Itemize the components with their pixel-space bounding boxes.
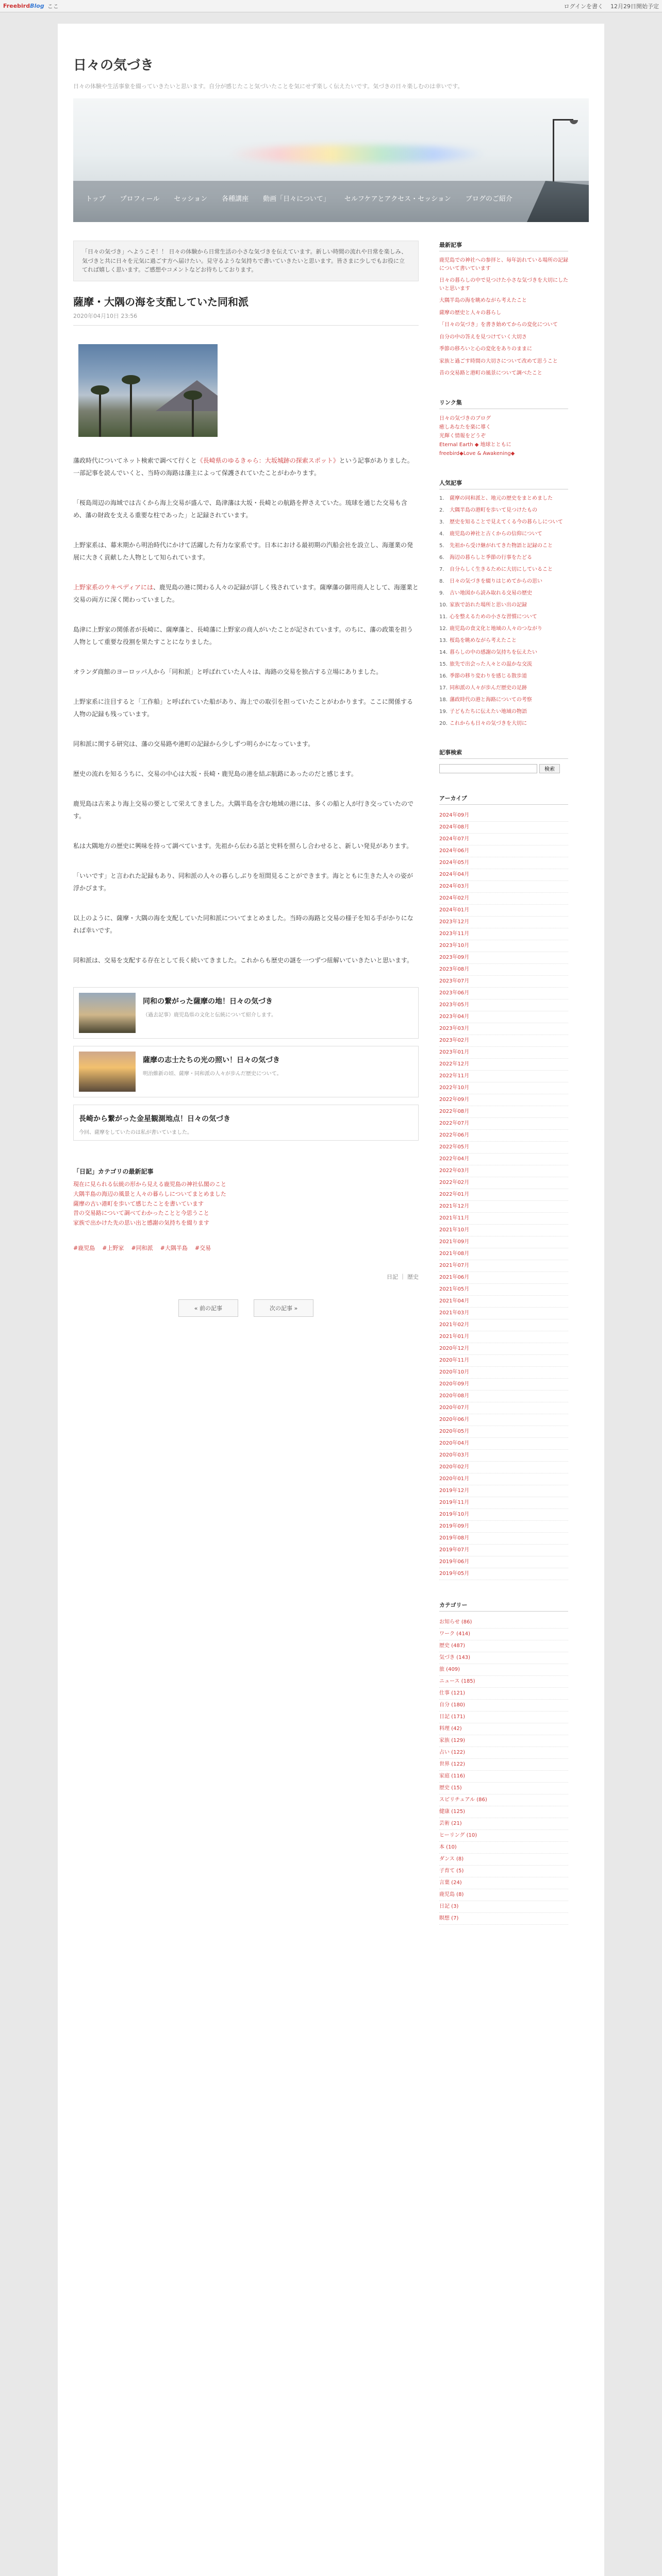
ranking-item[interactable]	[439, 613, 568, 621]
category-link[interactable]: 歴史 (15)	[439, 1783, 568, 1794]
archive-link[interactable]: 2022年06月	[439, 1130, 568, 1142]
ranking-number: 12.	[439, 625, 448, 632]
sidebar-title: 人気記事	[439, 479, 568, 489]
toolbar-notice: 12月29日開始予定	[610, 3, 659, 10]
tag-link[interactable]: #交易	[194, 1244, 211, 1251]
sidebar-archive	[439, 794, 568, 1580]
archive-link[interactable]: 2024年07月	[439, 834, 568, 845]
related-card[interactable]	[73, 987, 419, 1039]
category-link[interactable]: 旅 (409)	[439, 1664, 568, 1676]
ranking-item[interactable]	[439, 542, 568, 550]
nav-selfcare[interactable]: セルフケアとアクセス・セッション	[344, 195, 451, 203]
archive-link[interactable]: 2022年02月	[439, 1177, 568, 1189]
ranking-title[interactable]: 藩政時代の港と海路についての考察	[450, 697, 532, 703]
ranking-number: 14.	[439, 649, 448, 655]
category-link[interactable]: ワーク (414)	[439, 1629, 568, 1640]
ranking-item[interactable]	[439, 578, 568, 585]
main-column	[73, 241, 419, 1945]
entry-tags	[73, 1244, 419, 1252]
sidebar-ranking	[439, 479, 568, 727]
archive-link[interactable]: 2022年01月	[439, 1189, 568, 1201]
photo-palm	[99, 391, 101, 437]
category-link[interactable]: 子育て (5)	[439, 1866, 568, 1877]
ranking-number: 10.	[439, 602, 448, 608]
archive-link[interactable]: 2022年09月	[439, 1094, 568, 1106]
ranking-number: 7.	[439, 566, 444, 572]
ranking-number: 1.	[439, 495, 444, 501]
external-link[interactable]: 光輝く情報をどうぞ	[439, 433, 486, 439]
welcome-notice: 「日々の気づき」へようこそ！！ 日々の体験から日常生活の小さな気づきを伝えています。新しい時間の流れや日常を楽しみ、気づきと共に日々を元気に過ごす方へ届けたい。見守るような気持ちで書いていきたいと思います。皆さまに少しでもお役に立てれば嬉しく思います。ご感想やコメントなどお待ちしております。	[73, 241, 419, 281]
ranking-title[interactable]: 桜島を眺めながら考えたこと	[450, 637, 517, 643]
category-link[interactable]: 料理 (42)	[439, 1723, 568, 1735]
prev-post-button[interactable]: « 前の記事	[178, 1299, 238, 1317]
ranking-title[interactable]: 心を整えるための小さな習慣について	[450, 614, 537, 620]
recent-post-link[interactable]: 昔の交易路と港町の風景について調べたこと	[439, 370, 542, 376]
archive-link[interactable]: 2020年09月	[439, 1379, 568, 1391]
photo-palm	[192, 396, 194, 437]
archive-link[interactable]: 2024年02月	[439, 893, 568, 905]
banner-rainbow	[228, 145, 486, 163]
archive-link[interactable]: 2021年09月	[439, 1236, 568, 1248]
ranking-title[interactable]: これからも日々の気づきを大切に	[450, 720, 527, 726]
recent-post-link[interactable]: 薩摩の歴史と人々の暮らし	[439, 310, 501, 316]
entry-paragraph: 上野家系は、幕末期から明治時代にかけて活躍した有力な家系です。日本における最初期の汽船会社を設立し、海運業の発展に大きく貢献した人物として知られています。	[73, 541, 413, 561]
ranking-number: 17.	[439, 685, 448, 691]
site-title[interactable]: 日々の気づき	[73, 58, 154, 73]
sidebar-title: 記事検索	[439, 748, 568, 759]
archive-link[interactable]: 2021年01月	[439, 1331, 568, 1343]
nav-profile[interactable]: プロフィール	[120, 195, 160, 203]
archive-link[interactable]: 2019年05月	[439, 1568, 568, 1580]
category-link[interactable]: スピリチュアル (86)	[439, 1794, 568, 1806]
archive-link[interactable]: 2021年10月	[439, 1225, 568, 1236]
tag-link[interactable]: #鹿児島	[73, 1244, 95, 1251]
archive-list	[439, 810, 568, 1580]
category-link[interactable]: ニュース (185)	[439, 1676, 568, 1688]
archive-link[interactable]: 2022年08月	[439, 1106, 568, 1118]
ranking-number: 5.	[439, 543, 444, 549]
archive-link[interactable]: 2019年11月	[439, 1497, 568, 1509]
ranking-title[interactable]: 暮らしの中の感謝の気持ちを伝えたい	[450, 649, 537, 655]
ranking-item[interactable]	[439, 625, 568, 633]
global-nav	[73, 181, 589, 222]
blog-service-logo[interactable]: FreebirdBlog	[3, 3, 44, 9]
photo-palm	[130, 380, 132, 437]
category-link[interactable]: 世界 (122)	[439, 1759, 568, 1771]
ranking-item[interactable]	[439, 708, 568, 716]
tag-link[interactable]: #上野家	[102, 1244, 124, 1251]
ranking-item[interactable]	[439, 566, 568, 573]
nav-top[interactable]: トップ	[86, 195, 106, 203]
ranking-number: 9.	[439, 590, 444, 596]
ranking-title[interactable]: 海辺の暮らしと季節の行事をたどる	[450, 554, 532, 561]
search-input[interactable]	[439, 764, 537, 773]
ranking-item[interactable]	[439, 672, 568, 680]
archive-link[interactable]: 2020年07月	[439, 1402, 568, 1414]
category-link[interactable]: 健康 (125)	[439, 1806, 568, 1818]
related-card[interactable]	[73, 1046, 419, 1097]
ranking-number: 15.	[439, 661, 448, 667]
archive-link[interactable]: 2024年03月	[439, 881, 568, 893]
category-link[interactable]: 瞑想 (7)	[439, 1913, 568, 1925]
category-box-title: 「日記」カテゴリの最新記事	[73, 1167, 154, 1175]
ranking-item[interactable]	[439, 696, 568, 704]
sidebar-title: カテゴリー	[439, 1601, 568, 1612]
category-link[interactable]: 仕事 (121)	[439, 1688, 568, 1700]
entry-link[interactable]: 上野家系のウキペディアには	[73, 583, 154, 591]
archive-link[interactable]: 2023年01月	[439, 1047, 568, 1059]
external-link[interactable]: freebird◆Love & Awakening◆	[439, 450, 515, 456]
archive-link[interactable]: 2024年04月	[439, 869, 568, 881]
category-latest-link[interactable]: 現在に見られる伝統の形から見える鹿児島の神社仏閣のこと	[73, 1181, 226, 1188]
related-title: 薩摩の志士たちの光の照い！日々の気づき	[143, 1056, 280, 1064]
ranking-number: 18.	[439, 697, 448, 703]
ranking-number: 6.	[439, 554, 444, 561]
sidebar-categories	[439, 1601, 568, 1925]
archive-link[interactable]: 2024年09月	[439, 810, 568, 822]
ranking-number: 20.	[439, 720, 448, 726]
entry-paragraph: 「桜島周辺の海域では古くから海上交易が盛んで、島津藩は大坂・長崎との航路を押さえていた。琉球を通じた交易も含め、藩の財政を支える重要な柱であった」と記録されています。	[73, 499, 407, 519]
archive-link[interactable]: 2022年12月	[439, 1059, 568, 1071]
archive-link[interactable]: 2021年04月	[439, 1296, 568, 1308]
archive-link[interactable]: 2023年10月	[439, 940, 568, 952]
archive-link[interactable]: 2023年09月	[439, 952, 568, 964]
archive-link[interactable]: 2023年03月	[439, 1023, 568, 1035]
external-link[interactable]: 日々の気づきのブログ	[439, 415, 491, 421]
site-description: 日々の体験や生活事象を綴っていきたいと思います。自分が感じたこと気づいたことを気にせず楽しく伝えたいです。気づきの日々楽しむのは幸いです。	[73, 83, 464, 90]
ranking-number: 13.	[439, 637, 448, 643]
related-thumbnail	[79, 1052, 136, 1092]
external-link[interactable]: 癒しあなたを楽に導く	[439, 424, 491, 430]
entry-paragraph: 同和派に関する研究は、藩の交易路や港町の記録から少しずつ明らかになっています。	[73, 740, 315, 748]
archive-link[interactable]: 2023年08月	[439, 964, 568, 976]
related-excerpt: 今回、薩摩をしていたのは私が書いていました。	[79, 1129, 192, 1136]
ranking-item[interactable]	[439, 684, 568, 692]
archive-link[interactable]: 2020年03月	[439, 1450, 568, 1462]
next-post-button[interactable]: 次の記事 »	[254, 1299, 313, 1317]
recent-post-link[interactable]: 鹿児島での神社への参拝と、毎年訪れている場所の記録について書いています	[439, 258, 568, 272]
archive-link[interactable]: 2019年12月	[439, 1485, 568, 1497]
ranking-title[interactable]: 家族で訪れた場所と思い出の記録	[450, 602, 527, 608]
entry-date: 2020年04月10日 23:56	[73, 312, 419, 326]
archive-link[interactable]: 2019年07月	[439, 1545, 568, 1556]
entry-paragraph: 藩政時代についてネット検索で調べて行くと《長崎県のゆるきゃら：大坂城跡の探索スポット》という記事がありました。一部記事を読んでいくと、当時の海路は藩主によって保護されていたことがわかります。	[73, 456, 413, 477]
category-link[interactable]: ダンス (8)	[439, 1854, 568, 1866]
sidebar-title: 最新記事	[439, 241, 568, 251]
entry-paragraph: 以上のように、薩摩・大隅の海を支配していた同和派についてまとめました。当時の海路と交易の様子を知る手がかりになれば幸いです。	[73, 914, 413, 934]
ranking-item[interactable]	[439, 649, 568, 656]
archive-link[interactable]: 2020年01月	[439, 1473, 568, 1485]
entry-photo	[78, 344, 218, 437]
sidebar-title: アーカイブ	[439, 794, 568, 805]
archive-link[interactable]: 2023年11月	[439, 928, 568, 940]
archive-link[interactable]: 2021年03月	[439, 1308, 568, 1319]
recent-post-link[interactable]: 大隅半島の海を眺めながら考えたこと	[439, 298, 527, 303]
ranking-title[interactable]: 子どもたちに伝えたい地域の物語	[450, 708, 527, 715]
related-title: 同和の繋がった薩摩の地！日々の気づき	[143, 997, 273, 1006]
archive-link[interactable]: 2019年09月	[439, 1521, 568, 1533]
archive-link[interactable]: 2021年07月	[439, 1260, 568, 1272]
ranking-title[interactable]: 同和派の人々が歩んだ歴史の足跡	[450, 685, 527, 691]
ranking-title[interactable]: 歴史を知ることで見えてくる今の暮らしについて	[450, 519, 563, 525]
archive-link[interactable]: 2020年10月	[439, 1367, 568, 1379]
entry-paragraph: 上野家系のウキペディアには、鹿児島の港に関わる人々の記録が詳しく残されています。薩摩藩の御用商人として、海運業と交易の両方に深く関わっていました。	[73, 583, 419, 603]
archive-link[interactable]: 2023年04月	[439, 1011, 568, 1023]
entry-paragraph: オランダ商館のヨーロッパ人から「同和派」と呼ばれていた人々は、海路の交易を独占する立場にありました。	[73, 668, 383, 675]
related-excerpt: （過去記事）鹿児島県の文化と伝統について紹介します。	[143, 1012, 276, 1018]
category-list	[439, 1617, 568, 1925]
archive-link[interactable]: 2021年12月	[439, 1201, 568, 1213]
archive-link[interactable]: 2020年04月	[439, 1438, 568, 1450]
entry-link[interactable]: 《長崎県のゆるきゃら：大坂城跡の探索スポット》	[196, 456, 339, 464]
archive-link[interactable]: 2020年08月	[439, 1391, 568, 1402]
nav-video[interactable]: 動画「日々について」	[263, 195, 330, 203]
sidebar	[439, 241, 568, 1945]
tag-link[interactable]: #同和派	[131, 1244, 153, 1251]
related-excerpt: 明治維新の頃、薩摩・同和派の人々が歩んだ歴史について。	[143, 1071, 282, 1077]
entry-paragraph: 島津に上野家の関係者が長崎に、薩摩藩と、長崎藩に上野家の商人がいたことが記されています。のちに、藩の政策を担う人物として重要な役割を果たすことになりました。	[73, 625, 413, 646]
ranking-item[interactable]	[439, 518, 568, 526]
ranking-item[interactable]	[439, 554, 568, 562]
nav-courses[interactable]: 各種講座	[222, 195, 249, 203]
category-link[interactable]: ヒーリング (10)	[439, 1830, 568, 1842]
category-link[interactable]: 言葉 (24)	[439, 1877, 568, 1889]
archive-link[interactable]: 2024年01月	[439, 905, 568, 917]
ranking-number: 2.	[439, 507, 444, 513]
sidebar-recent	[439, 241, 568, 378]
archive-link[interactable]: 2023年05月	[439, 999, 568, 1011]
archive-link[interactable]: 2023年02月	[439, 1035, 568, 1047]
ranking-item[interactable]	[439, 660, 568, 668]
recent-list	[439, 257, 568, 378]
nav-session[interactable]: セッション	[174, 195, 208, 203]
ranking-title[interactable]: 日々の気づきを綴りはじめてからの思い	[450, 578, 542, 584]
archive-link[interactable]: 2020年12月	[439, 1343, 568, 1355]
ranking-list	[439, 495, 568, 727]
ranking-item[interactable]	[439, 601, 568, 609]
category-link[interactable]: 本 (10)	[439, 1842, 568, 1854]
ranking-title[interactable]: 季節の移り変わりを感じる散歩道	[450, 673, 527, 679]
entry-paragraph: 鹿児島は古来より海上交易の要として栄えてきました。大隅半島を含む地域の港には、多くの船と人が行き交っていたのです。	[73, 800, 414, 820]
archive-link[interactable]: 2024年06月	[439, 845, 568, 857]
sidebar-search	[439, 748, 568, 773]
archive-link[interactable]: 2021年08月	[439, 1248, 568, 1260]
header-banner	[73, 98, 589, 222]
blog-toolbar	[0, 0, 662, 12]
search-button[interactable]: 検索	[539, 764, 560, 773]
entry-paragraph: 同和派は、交易を支配する存在として長く続いてきました。これからも歴史の謎を一つずつ紐解いていきたいと思います。	[73, 956, 413, 964]
ranking-title[interactable]: 旅先で出会った人々との温かな交流	[450, 661, 532, 667]
related-posts	[73, 987, 419, 1141]
category-link[interactable]: 家庭 (116)	[439, 1771, 568, 1783]
entry-paragraph: 私は大隅地方の歴史に興味を持って調べています。先祖から伝わる話と史料を照らし合わせると、新しい発見があります。	[73, 842, 413, 850]
category-latest-link[interactable]: 大隅半島の海辺の風景と人々の暮らしについてまとめました	[73, 1190, 226, 1197]
sidebar-links	[439, 398, 568, 458]
login-link[interactable]: ログインを書く	[564, 3, 603, 10]
archive-link[interactable]: 2021年06月	[439, 1272, 568, 1284]
ranking-item[interactable]	[439, 589, 568, 597]
archive-link[interactable]: 2021年11月	[439, 1213, 568, 1225]
entry-paragraph: 「いいです」と言われた記録もあり、同和派の人々の暮らしぶりを垣間見ることができます。海とともに生きた人々の姿が浮かびます。	[73, 872, 413, 892]
pager	[73, 1299, 419, 1317]
ranking-item[interactable]	[439, 720, 568, 727]
entry-body	[73, 454, 419, 967]
archive-link[interactable]: 2022年11月	[439, 1071, 568, 1082]
recent-post-link[interactable]: 自分の中の答えを見つけていく大切さ	[439, 334, 527, 340]
archive-link[interactable]: 2022年05月	[439, 1142, 568, 1154]
archive-link[interactable]: 2020年05月	[439, 1426, 568, 1438]
related-title: 長崎から繋がった金星観測地点！日々の気づき	[79, 1114, 230, 1123]
ranking-title[interactable]: 鹿児島の神社と古くからの信仰について	[450, 531, 542, 537]
ranking-title[interactable]: 自分らしく生きるために大切にしていること	[450, 566, 553, 572]
archive-link[interactable]: 2024年08月	[439, 822, 568, 834]
ranking-item[interactable]	[439, 495, 568, 502]
category-latest-link[interactable]: 家族で出かけた先の思い出と感謝の気持ちを綴ります	[73, 1219, 209, 1226]
tag-link[interactable]: #大隅半島	[160, 1244, 188, 1251]
ranking-title[interactable]: 古い地図から読み取れる交易の歴史	[450, 590, 532, 596]
recent-post-link[interactable]: 「日々の気づき」を書き始めてからの変化について	[439, 322, 558, 328]
archive-link[interactable]: 2020年06月	[439, 1414, 568, 1426]
archive-link[interactable]: 2024年05月	[439, 857, 568, 869]
category-link[interactable]: 占い (122)	[439, 1747, 568, 1759]
recent-post-link[interactable]: 季節の移ろいと心の変化をありのままに	[439, 346, 532, 352]
category-link[interactable]: 気づき (143)	[439, 1652, 568, 1664]
ranking-title[interactable]: 薩摩の同和派と、地元の歴史をまとめました	[450, 495, 553, 501]
category-link[interactable]: 自分 (180)	[439, 1700, 568, 1711]
banner-streetlamp	[553, 119, 558, 191]
archive-link[interactable]: 2023年12月	[439, 917, 568, 928]
page-container	[58, 24, 604, 2576]
ranking-number: 19.	[439, 708, 448, 715]
ranking-number: 16.	[439, 673, 448, 679]
archive-link[interactable]: 2023年07月	[439, 976, 568, 988]
category-link[interactable]: 家族 (129)	[439, 1735, 568, 1747]
recent-post-link[interactable]: 家族と過ごす時間の大切さについて改めて思うこと	[439, 358, 558, 364]
category-link[interactable]: お知らせ (86)	[439, 1617, 568, 1629]
entry-paragraph: 上野家系に注目すると「工作船」と呼ばれていた船があり、海上での取引を担っていたことがわかります。ここに関係する人物の記録も残っています。	[73, 698, 413, 718]
ranking-number: 3.	[439, 519, 444, 525]
recent-post-link[interactable]: 日々の暮らしの中で見つけた小さな気づきを大切にしたいと思います	[439, 278, 568, 292]
archive-link[interactable]: 2022年03月	[439, 1165, 568, 1177]
ranking-number: 4.	[439, 531, 444, 537]
archive-link[interactable]: 2022年10月	[439, 1082, 568, 1094]
category-link[interactable]: 芸術 (21)	[439, 1818, 568, 1830]
ranking-number: 11.	[439, 614, 448, 620]
category-link[interactable]: 鹿児島 (8)	[439, 1889, 568, 1901]
archive-link[interactable]: 2021年05月	[439, 1284, 568, 1296]
archive-link[interactable]: 2020年11月	[439, 1355, 568, 1367]
category-latest-box	[73, 1166, 419, 1228]
ranking-number: 8.	[439, 578, 444, 584]
category-link[interactable]: 歴史 (487)	[439, 1640, 568, 1652]
toolbar-breadcrumb[interactable]: ここ	[47, 3, 59, 10]
archive-link[interactable]: 2019年06月	[439, 1556, 568, 1568]
archive-link[interactable]: 2021年02月	[439, 1319, 568, 1331]
related-thumbnail	[79, 993, 136, 1033]
category-latest-link[interactable]: 薩摩の古い港町を歩いて感じたことを書いています	[73, 1200, 204, 1207]
nav-blog-intro[interactable]: ブログのご紹介	[465, 195, 512, 203]
ranking-title[interactable]: 先祖から受け継がれてきた物語と記録のこと	[450, 543, 553, 549]
ranking-item[interactable]	[439, 530, 568, 538]
ranking-item[interactable]	[439, 506, 568, 514]
sidebar-title: リンク集	[439, 398, 568, 409]
ranking-title[interactable]: 大隅半島の港町を歩いて見つけたもの	[450, 507, 537, 513]
archive-link[interactable]: 2022年07月	[439, 1118, 568, 1130]
archive-link[interactable]: 2019年08月	[439, 1533, 568, 1545]
archive-link[interactable]: 2019年10月	[439, 1509, 568, 1521]
archive-link[interactable]: 2022年04月	[439, 1154, 568, 1165]
entry-title[interactable]: 薩摩・大隅の海を支配していた同和派	[73, 295, 249, 308]
category-latest-link[interactable]: 昔の交易路について調べてわかったことと今思うこと	[73, 1210, 209, 1217]
entry-paragraph: 歴史の流れを知るうちに、交易の中心は大坂・長崎・鹿児島の港を結ぶ航路にあったのだと感じます。	[73, 770, 357, 777]
links-list	[439, 414, 568, 458]
category-link[interactable]: 日記 (171)	[439, 1711, 568, 1723]
category-link[interactable]: 日記 (3)	[439, 1901, 568, 1913]
archive-link[interactable]: 2023年06月	[439, 988, 568, 999]
ranking-title[interactable]: 鹿児島の食文化と地域の人々のつながり	[450, 625, 542, 632]
external-link[interactable]: Eternal Earth ◆ 地球とともに	[439, 442, 511, 448]
entry-footer[interactable]: 日記 ｜ 歴史	[387, 1273, 419, 1280]
related-card[interactable]	[73, 1105, 419, 1141]
archive-link[interactable]: 2020年02月	[439, 1462, 568, 1473]
ranking-item[interactable]	[439, 637, 568, 645]
